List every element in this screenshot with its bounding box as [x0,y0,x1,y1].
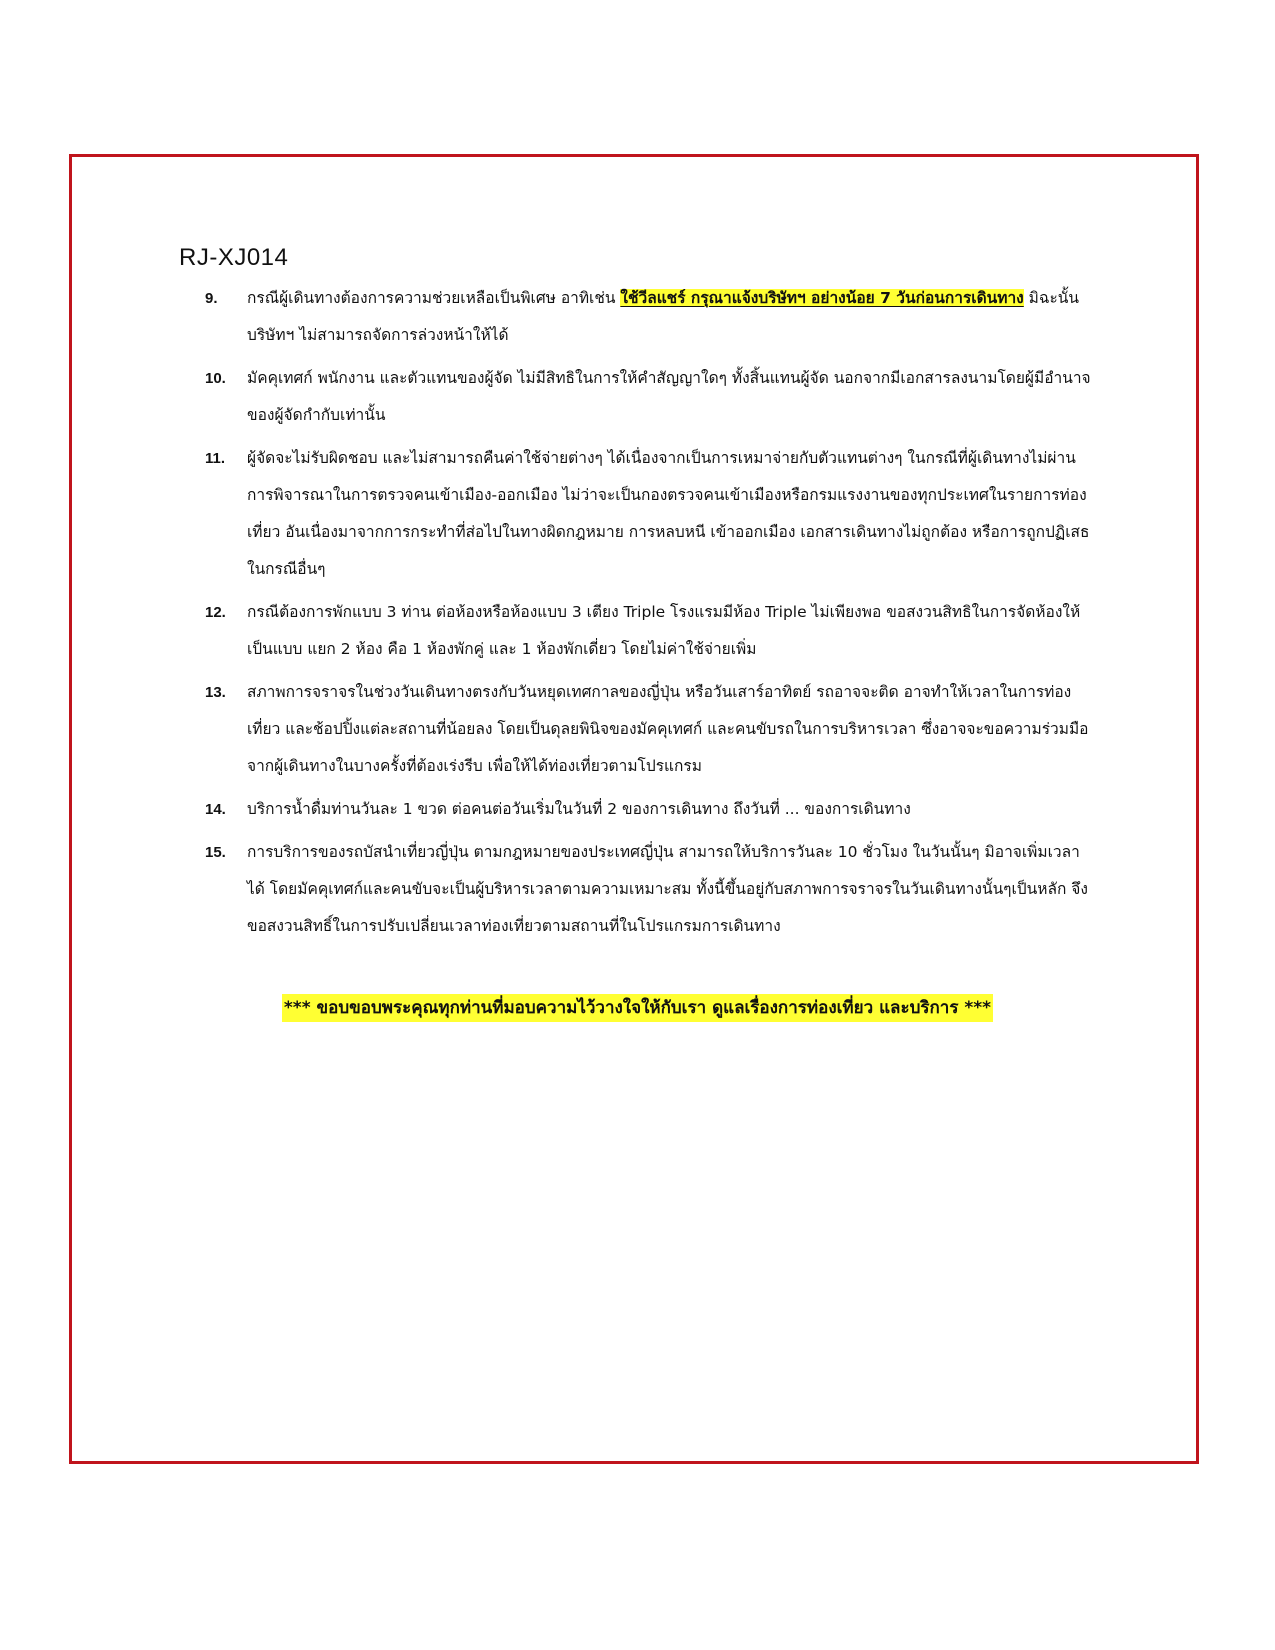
thank-you-text: *** ขอบขอบพระคุณทุกท่านที่มอบความไว้วางใจให้กับเรา ดูแลเรื่องการท่องเที่ยว และบริการ *** [282,994,993,1022]
term-item-14 [205,791,1095,828]
term-item-13 [205,674,1095,785]
term-number: 15. [205,844,226,861]
term-highlight: ใช้วีลแชร์ กรุณาแจ้งบริษัทฯ อย่างน้อย 7 วันก่อนการเดินทาง [620,289,1024,307]
term-number: 11. [205,450,226,467]
term-number: 9. [205,290,218,307]
term-number: 13. [205,684,226,701]
document-code: RJ-XJ014 [179,244,289,271]
term-item-10 [205,360,1095,434]
term-text: สภาพการจราจรในช่วงวันเดินทางตรงกับวันหยุดเทศกาลของญี่ปุ่น หรือวันเสาร์อาทิตย์ รถอาจจะติด อาจทำให้เวลาในการท่องเที่ยว และช้อปปิ้งแต่ละสถานที่น้อยลง โดยเป็นดุลยพินิจของมัคคุเทศก์ และคนขับรถในการบริหารเวลา ซึ่งอาจจะขอความร่วมมือจากผู้เดินทางในบางครั้งที่ต้องเร่งรีบ เพื่อให้ได้ท่องเที่ยวตามโปรแกรม [247,683,1089,775]
thank-you-note [0,994,1275,1021]
term-item-12 [205,594,1095,668]
term-text: บริการน้ำดื่มท่านวันละ 1 ขวด ต่อคนต่อวันเริ่มในวันที่ 2 ของการเดินทาง ถึงวันที่ ... ของการเดินทาง [247,800,911,818]
term-number: 12. [205,604,226,621]
term-text-after: มิฉะนั้นบริษัทฯ ไม่สามารถจัดการล่วงหน้าให้ได้ [247,289,1079,344]
term-item-9 [205,280,1095,354]
term-number: 14. [205,801,226,818]
term-text-before: กรณีผู้เดินทางต้องการความช่วยเหลือเป็นพิเศษ อาทิเช่น [247,289,621,307]
term-text: ผู้จัดจะไม่รับผิดชอบ และไม่สามารถคืนค่าใช้จ่ายต่างๆ ได้เนื่องจากเป็นการเหมาจ่ายกับตัวแทนต่างๆ ในกรณีที่ผู้เดินทางไม่ผ่านการพิจารณาในการตรวจคนเข้าเมือง-ออกเมือง ไม่ว่าจะเป็นกองตรวจคนเข้าเมืองหรือกรมแรงงานของทุกประเทศในรายการท่องเที่ยว อันเนื่องมาจากการกระทำที่ส่อไปในทางผิดกฎหมาย การหลบหนี เข้าออกเมือง เอกสารเดินทางไม่ถูกต้อง หรือการถูกปฏิเสธในกรณีอื่นๆ [247,449,1090,578]
term-item-15 [205,834,1095,945]
terms-list [205,280,1095,951]
term-item-11 [205,440,1095,588]
term-text [247,280,1095,354]
term-text: การบริการของรถบัสนำเที่ยวญี่ปุ่น ตามกฎหมายของประเทศญี่ปุ่น สามารถให้บริการวันละ 10 ชั่วโมง ในวันนั้นๆ มิอาจเพิ่มเวลาได้ โดยมัคคุเทศก์และคนขับจะเป็นผู้บริหารเวลาตามความเหมาะสม ทั้งนี้ขึ้นอยู่กับสภาพการจราจรในวันเดินทางนั้นๆเป็นหลัก จึงขอสงวนสิทธิ์ในการปรับเปลี่ยนเวลาท่องเที่ยวตามสถานที่ในโปรแกรมการเดินทาง [247,843,1088,935]
term-text: มัคคุเทศก์ พนักงาน และตัวแทนของผู้จัด ไม่มีสิทธิในการให้คำสัญญาใดๆ ทั้งสิ้นแทนผู้จัด นอกจากมีเอกสารลงนามโดยผู้มีอำนาจของผู้จัดกำกับเท่านั้น [247,369,1091,424]
term-number: 10. [205,370,226,387]
term-text: กรณีต้องการพักแบบ 3 ท่าน ต่อห้องหรือห้องแบบ 3 เตียง Triple โรงแรมมีห้อง Triple ไม่เพียงพอ ขอสงวนสิทธิในการจัดห้องให้เป็นแบบ แยก 2 ห้อง คือ 1 ห้องพักคู่ และ 1 ห้องพักเดี่ยว โดยไม่ค่าใช้จ่ายเพิ่ม [247,603,1081,658]
